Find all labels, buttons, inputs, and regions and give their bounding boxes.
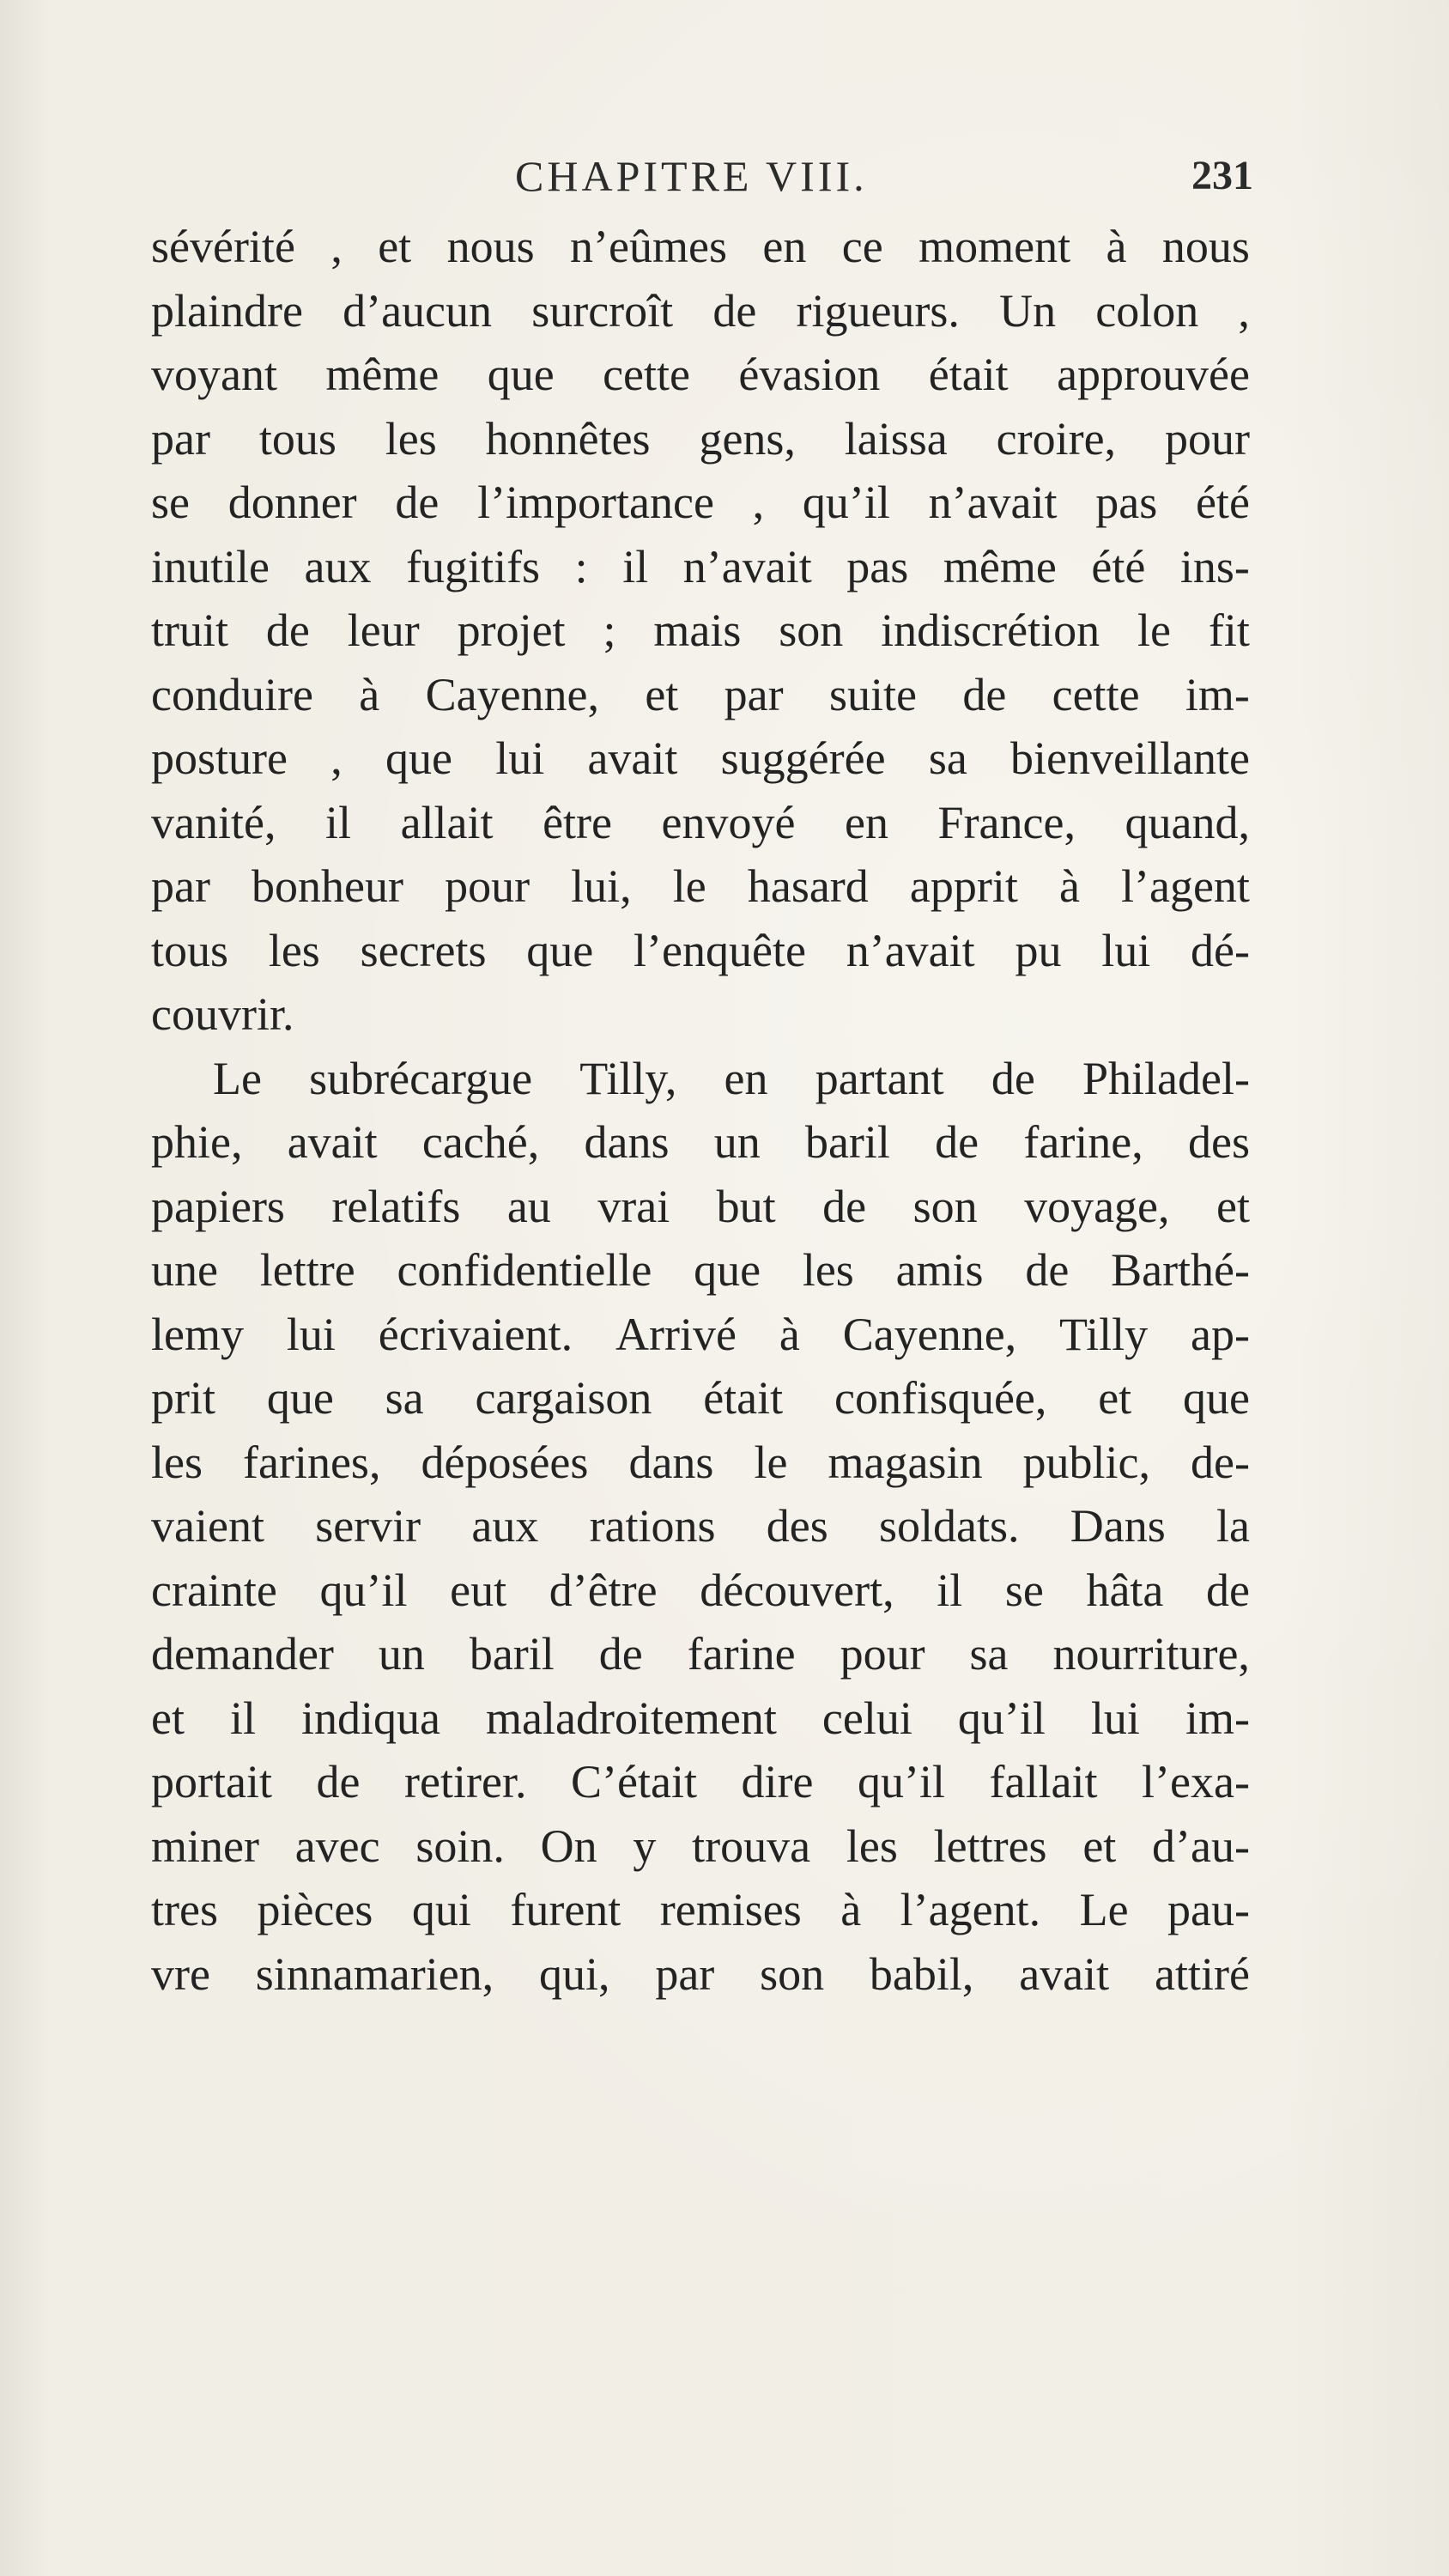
text-line: une lettre confidentielle que les amis de Barthé-: [151, 1244, 1250, 1296]
text-line: prit que sa cargaison était confisquée, et que: [151, 1372, 1250, 1424]
text-line: et il indiqua maladroitement celui qu’il lui im-: [151, 1692, 1250, 1744]
body-text: [151, 215, 1250, 2006]
text-line: vanité, il allait être envoyé en France, quand,: [151, 796, 1250, 848]
text-line: miner avec soin. On y trouva les lettres et d’au-: [151, 1820, 1250, 1872]
text-line: vaient servir aux rations des soldats. Dans la: [151, 1500, 1250, 1552]
text-line: tous les secrets que l’enquête n’avait pu lui dé-: [151, 924, 1250, 976]
text-line: sévérité , et nous n’eûmes en ce moment à nous: [151, 221, 1250, 272]
text-line: Le subrécargue Tilly, en partant de Philadel-: [213, 1052, 1250, 1104]
text-line: demander un baril de farine pour sa nourriture,: [151, 1628, 1250, 1680]
page-number: 231: [1191, 153, 1253, 198]
text-line: couvrir.: [151, 988, 294, 1040]
text-line: les farines, déposées dans le magasin public, de-: [151, 1436, 1250, 1488]
text-line: conduire à Cayenne, et par suite de cette im-: [151, 668, 1250, 720]
text-line: posture , que lui avait suggérée sa bienveillante: [151, 732, 1250, 784]
text-line: tres pièces qui furent remises à l’agent. Le pau-: [151, 1884, 1250, 1935]
text-line: phie, avait caché, dans un baril de farine, des: [151, 1116, 1250, 1168]
text-line: vre sinnamarien, qui, par son babil, avait attiré: [151, 1947, 1250, 2000]
running-head: CHAPITRE VIII.: [515, 152, 868, 200]
text-line: lemy lui écrivaient. Arrivé à Cayenne, Tilly ap-: [151, 1308, 1250, 1360]
text-line: par bonheur pour lui, le hasard apprit à l’agent: [151, 860, 1250, 912]
text-line: papiers relatifs au vrai but de son voyage, et: [151, 1180, 1250, 1232]
text-line: portait de retirer. C’était dire qu’il fallait l’exa-: [151, 1756, 1250, 1807]
text-line: voyant même que cette évasion était approuvée: [151, 349, 1250, 400]
text-line: par tous les honnêtes gens, laissa croire, pour: [151, 412, 1250, 465]
text-line: inutile aux fugitifs : il n’avait pas même été ins-: [151, 540, 1250, 592]
text-line: truit de leur projet ; mais son indiscrétion le fit: [151, 605, 1250, 656]
text-line: se donner de l’importance , qu’il n’avait pas été: [151, 477, 1250, 528]
page-header: [0, 146, 1449, 206]
text-line: plaindre d’aucun surcroît de rigueurs. Un colon ,: [151, 284, 1250, 337]
text-line: crainte qu’il eut d’être découvert, il se hâta de: [151, 1564, 1250, 1616]
